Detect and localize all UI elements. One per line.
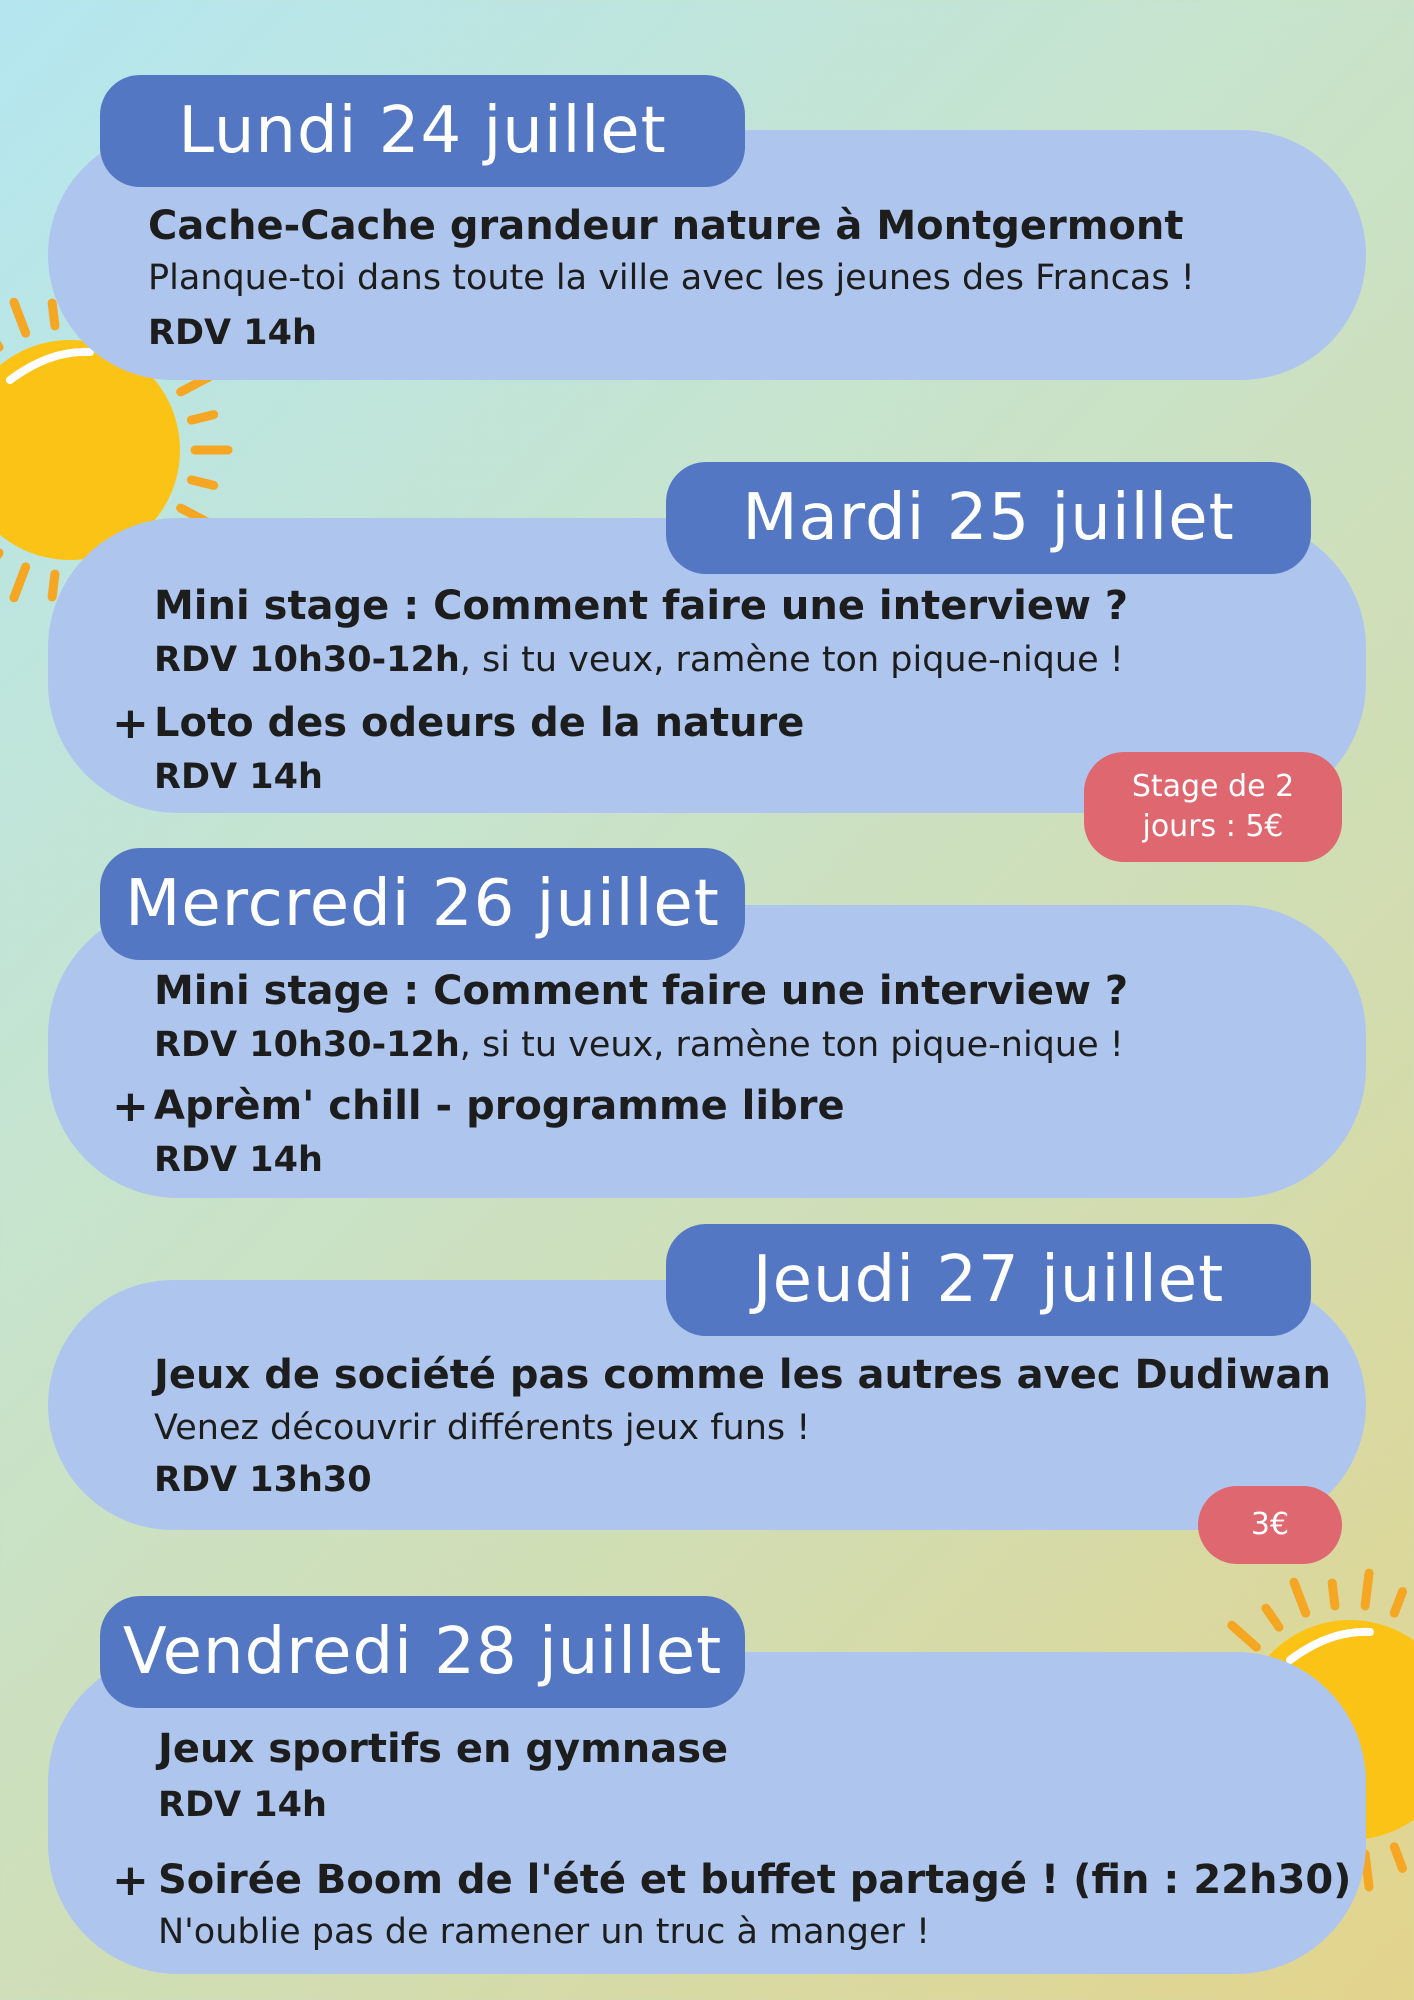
activity-title: Mini stage : Comment faire une interview ? [154,583,1129,629]
activity-title: Jeux sportifs en gymnase [158,1726,729,1772]
rdv-time: RDV 10h30-12h [154,1025,460,1065]
sun-ray [1365,1573,1369,1606]
activity-title: Soirée Boom de l'été et buffet partagé ! (fin : 22h30) [158,1857,1352,1903]
rdv-time: RDV 14h [158,1785,327,1825]
day-title-thursday: Jeudi 27 juillet [666,1224,1311,1336]
activity-title: Jeux de société pas comme les autres avec Dudiwan [154,1352,1331,1398]
day-title-tuesday: Mardi 25 juillet [666,462,1311,574]
rdv-time: RDV 10h30-12h [154,640,460,680]
rdv-line [154,640,1124,680]
rdv-time: RDV 14h [154,757,323,797]
rdv-line [154,1025,1124,1065]
rdv-note: , si tu veux, ramène ton pique-nique ! [459,640,1124,680]
plus-icon: + [112,1081,149,1132]
sun-ray [52,303,55,326]
price-badge [1084,752,1342,862]
price-badge-line: jours : 5€ [1142,809,1284,844]
sun-ray [191,480,213,486]
plus-icon: + [112,698,149,749]
price-badge: 3€ [1198,1486,1342,1564]
day-title-friday: Vendredi 28 juillet [100,1596,745,1708]
activity-description: Planque-toi dans toute la ville avec les jeunes des Francas ! [148,258,1195,298]
price-badge-line: Stage de 2 [1131,769,1295,804]
day-title-wednesday: Mercredi 26 juillet [100,848,745,960]
sun-ray [1332,1583,1335,1606]
rdv-time: RDV 13h30 [154,1460,372,1500]
activity-description: N'oublie pas de ramener un truc à manger ! [158,1912,931,1952]
sun-ray [14,302,26,333]
rdv-time: RDV 14h [154,1140,323,1180]
activity-title: Loto des odeurs de la nature [154,700,805,746]
activity-title: Cache-Cache grandeur nature à Montgermont [148,203,1184,249]
sun-ray [14,567,26,598]
rdv-note: , si tu veux, ramène ton pique-nique ! [459,1025,1124,1065]
sun-ray [1365,1854,1369,1887]
rdv-time: RDV 14h [148,313,317,353]
plus-icon: + [112,1855,149,1906]
sun-ray [52,574,55,597]
activity-title: Mini stage : Comment faire une interview ? [154,968,1129,1014]
day-title-monday: Lundi 24 juillet [100,75,745,187]
activity-title: Aprèm' chill - programme libre [154,1083,845,1129]
sun-ray [1394,1847,1402,1869]
sun-ray [1266,1608,1279,1627]
sun-ray [1394,1592,1402,1614]
sun-ray [1294,1582,1306,1613]
sun-ray [191,415,213,421]
sun-ray [1232,1625,1257,1647]
activity-description: Venez découvrir différents jeux funs ! [154,1408,811,1448]
